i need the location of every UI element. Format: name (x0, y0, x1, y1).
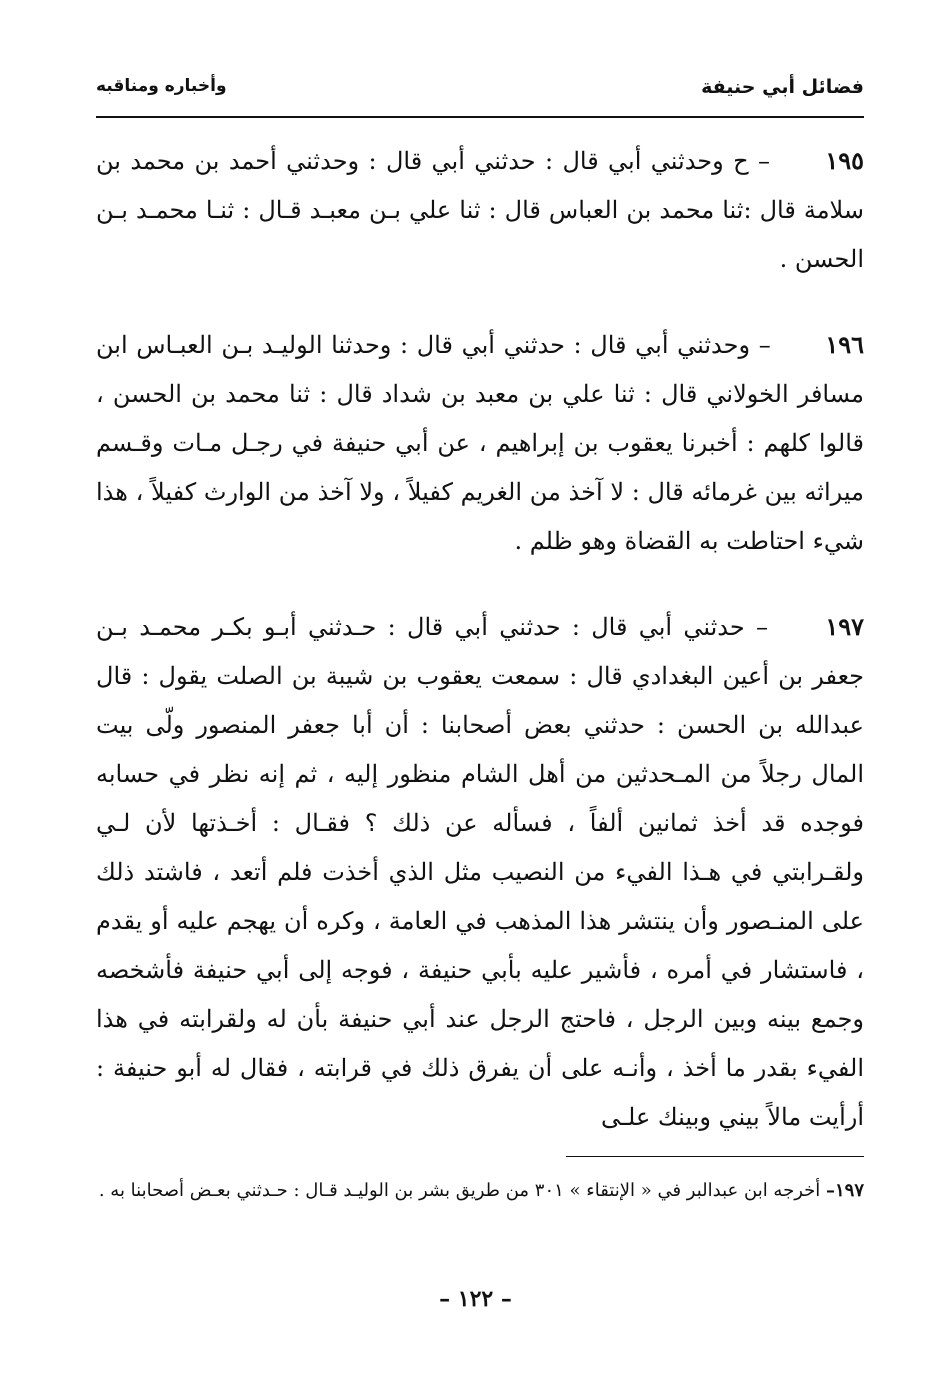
book-subtitle: وأخباره ومناقبه (96, 76, 227, 96)
paragraph-number: ١٩٦ (825, 330, 864, 359)
book-title: فضائل أبي حنيفة (701, 76, 864, 98)
paragraph-197 (96, 602, 864, 1142)
running-header (96, 76, 864, 110)
paragraph-text: – وحدثني أبي قال : حدثني أبي قال : وحدثنا الوليـد بـن العبـاس ابن مسافر الخولاني قال : ثنا علي بن معبد بن شداد قال : ثنا محمد بن الحسن ، قالوا كلهم : أخبرنا يعقوب بن إبراهيم ، عن أبي حنيفة في رجـل مـات وقـسم ميراثه بين غرمائه قال : لا آخذ من الغريم كفيلاً ، ولا آخذ من الوارث كفيلاً ، هذا شيء احتاطت به القضاة وهو ظلم . (96, 331, 864, 555)
footnote (96, 1172, 864, 1210)
paragraph-number: ١٩٧ (825, 612, 864, 641)
paragraph-number: ١٩٥ (825, 146, 864, 175)
page-number: – ١٢٢ – (439, 1286, 512, 1312)
paragraph-text: – ح وحدثني أبي قال : حدثني أبي قال : وحدثني أحمد بن محمد بن سلامة قال :ثنا محمد بن العباس قال : ثنا علي بـن معبـد قـال : ثنـا محمـد بـن الحسن . (96, 147, 864, 273)
paragraph-text: – حدثني أبي قال : حدثني أبي قال : حـدثني أبـو بكـر محمـد بـن جعفر بن أعين البغدادي قال : سمعت يعقوب بن شيبة بن الصلت يقول : قال عبدالله بن الحسن : حدثني بعض أصحابنا : أن أبا جعفر المنصور ولّى بيت المال رجلاً من المـحدثين من أهل الشام منظور إليه ، ثم إنه نظر في حسابه فوجده قد أخذ ثمانين ألفاً ، فسأله عن ذلك ؟ فقـال : أخـذتها لأن لـي ولقـرابتي في هـذا الفيء من النصيب مثل الذي أخذت فلم أتعد ، فاشتد ذلك على المنـصور وأن ينتشر هذا المذهب في العامة ، وكره أن يهجم عليه أو يقدم ، فاستشار في أمره ، فأشير عليه بأبي حنيفة ، فوجه إلى أبي حنيفة فأشخصه وجمع بينه وبين الرجل ، فاحتج الرجل عند أبي حنيفة بأن له ولقرابته في هذا الفيء بقدر ما أخذ ، وأنـه على أن يفرق ذلك في قرابته ، فقال له أبو حنيفة : أرأيت مالاً بيني وبينك علـى (96, 613, 865, 1131)
paragraph-196 (96, 320, 864, 566)
footnote-text: أخرجه ابن عبدالبر في « الإنتقاء » ٣٠١ من طريق بشر بن الوليـد قـال : حـدثني بعـض أصحابنا به . (98, 1180, 826, 1201)
main-text (96, 136, 864, 1178)
footnote-number: ١٩٧– (825, 1180, 864, 1201)
header-divider (96, 116, 864, 118)
paragraph-195 (96, 136, 864, 284)
footnote-divider (566, 1156, 864, 1157)
